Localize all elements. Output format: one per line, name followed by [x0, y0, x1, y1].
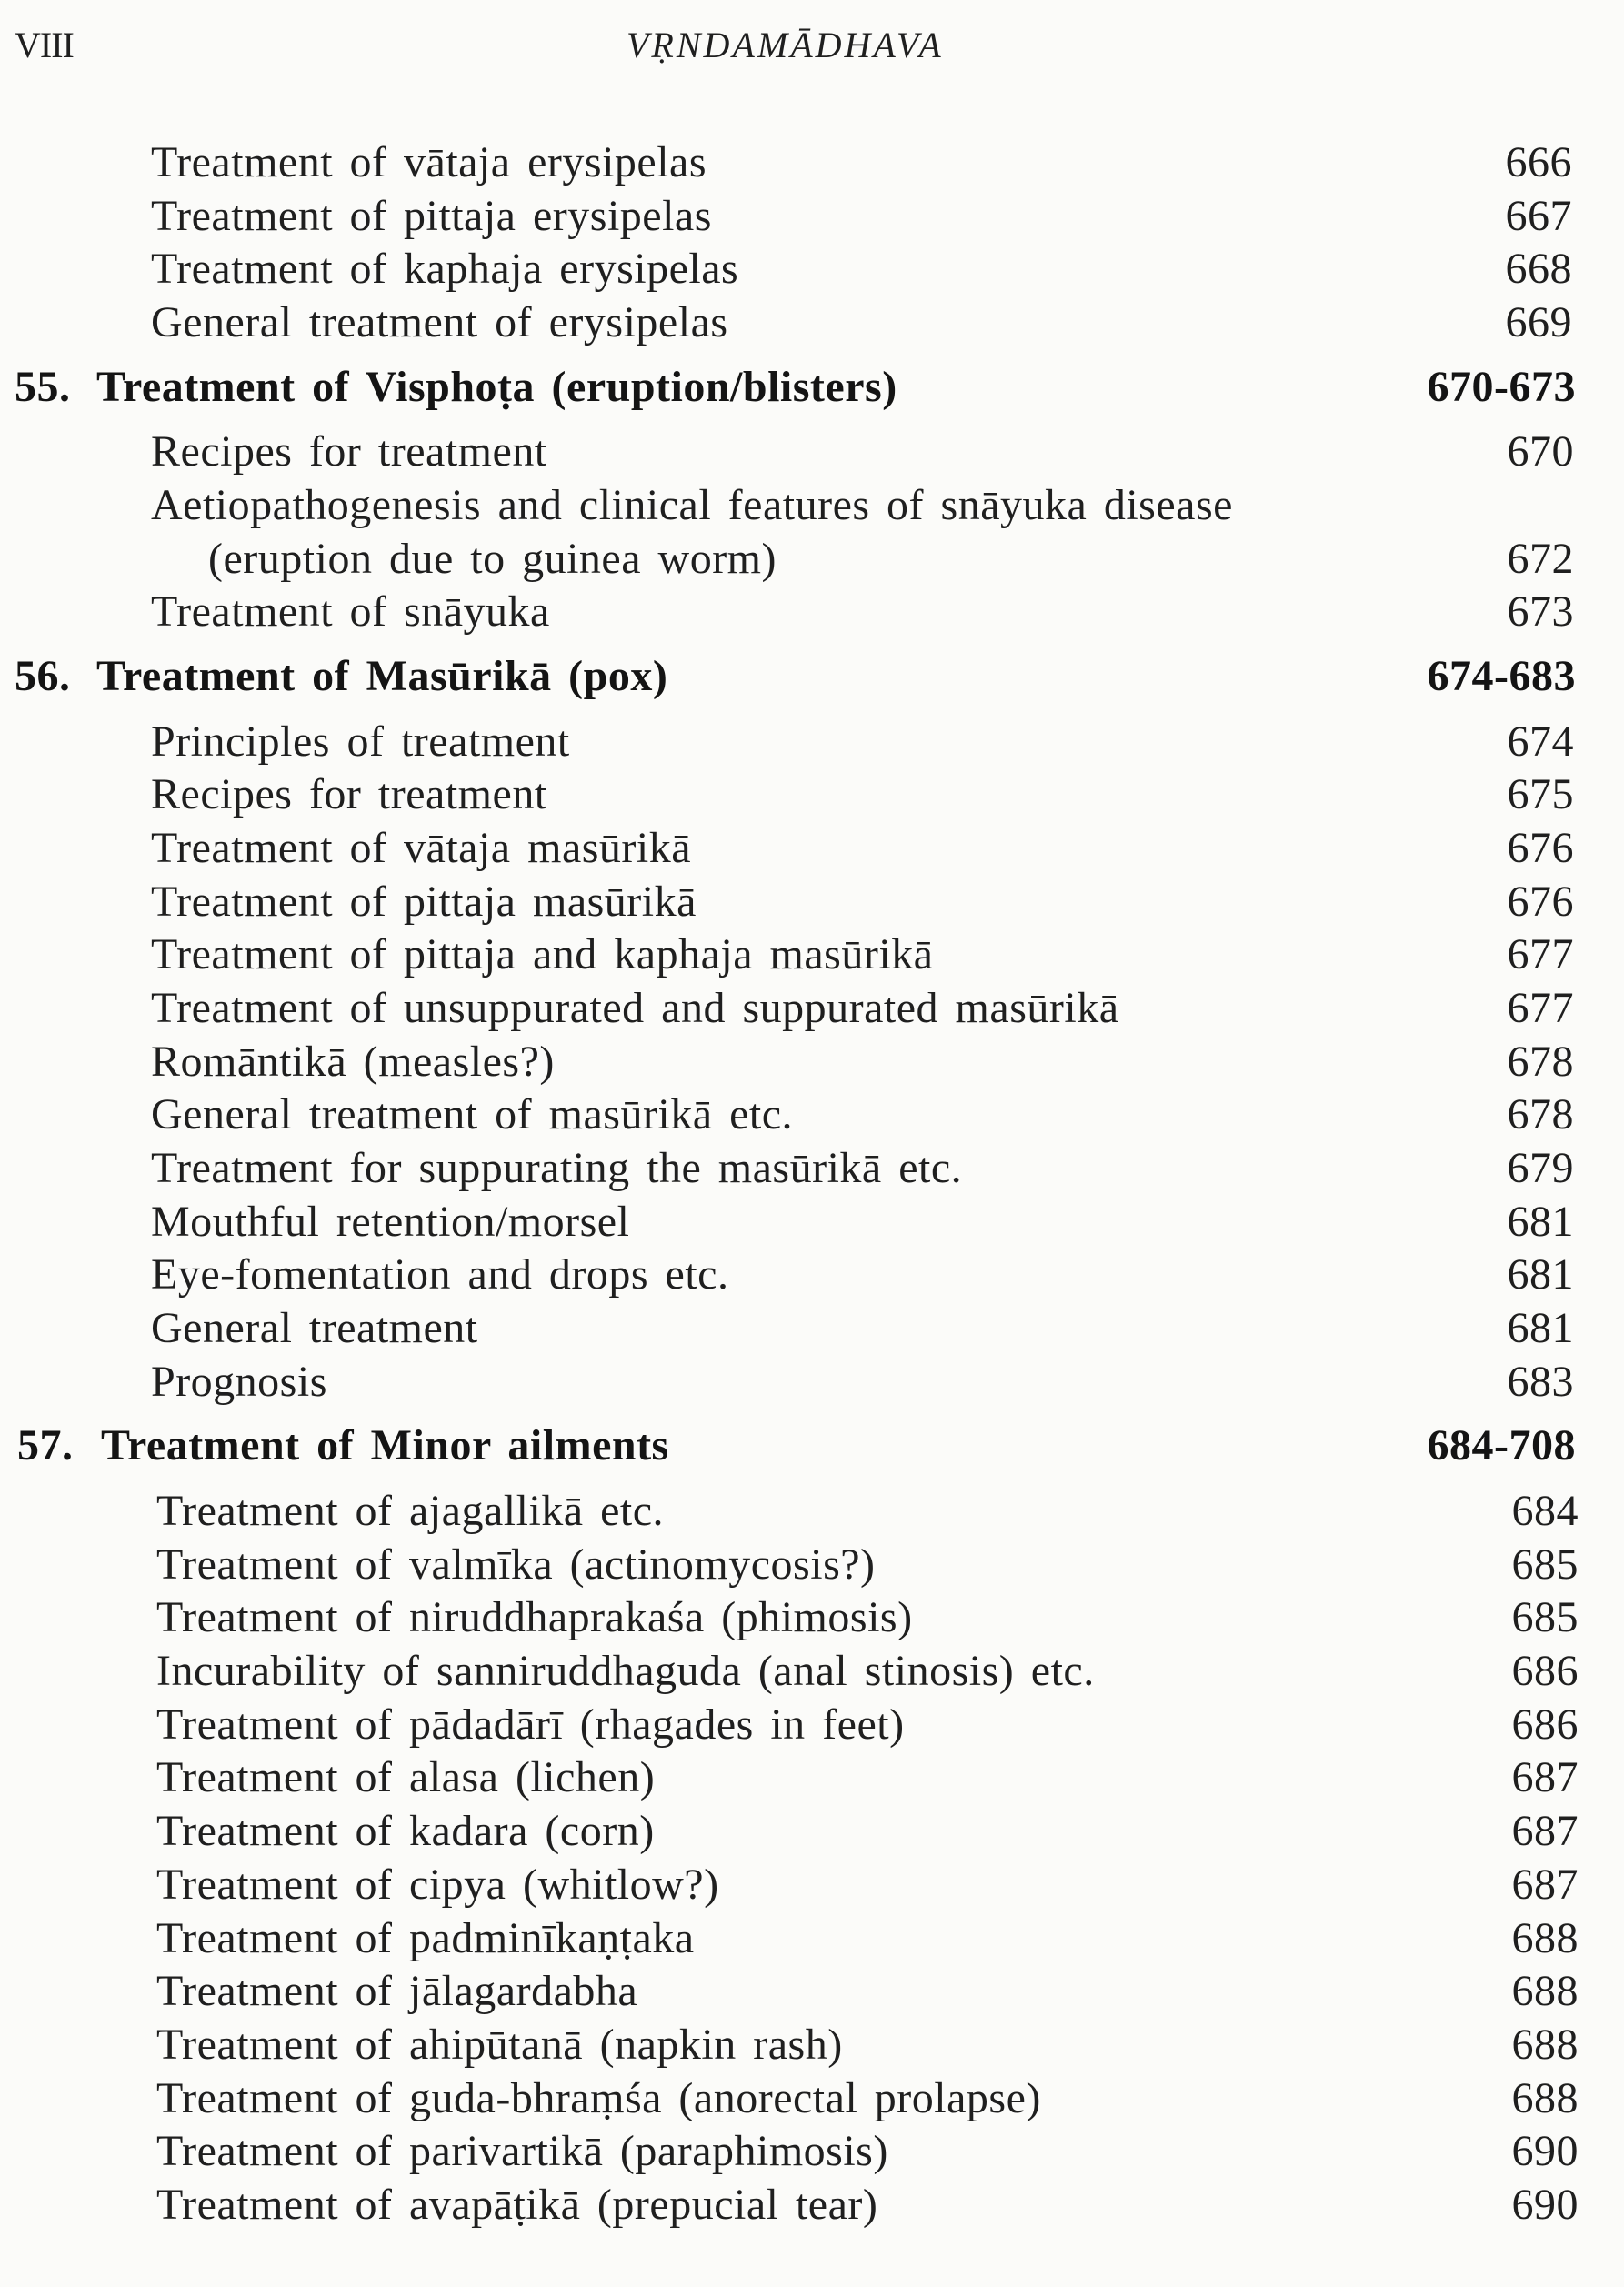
running-title: VṚNDAMĀDHAVA [627, 25, 944, 65]
toc-entry-title: Treatment of ahipūtanā (napkin rash) [156, 2020, 843, 2069]
toc-entry-title: Treatment of avapāṭikā (prepucial tear) [156, 2180, 878, 2229]
toc-entry [0, 2019, 1624, 2072]
toc-entry-page: 676 [1507, 877, 1574, 926]
toc-entry-page: 688 [1511, 2020, 1579, 2069]
toc-entry [0, 1699, 1624, 1752]
chapter-number: 56. [15, 652, 71, 701]
toc-entry [0, 1142, 1624, 1196]
toc-entry-page: 687 [1511, 1807, 1579, 1856]
toc-entry-title: Treatment of jālagardabha [156, 1967, 638, 2016]
toc-entry [0, 190, 1624, 244]
toc-entry-page: 675 [1507, 770, 1574, 819]
toc-entry-title: Treatment of padminīkaṇṭaka [156, 1913, 695, 1962]
toc-entry-page: 681 [1507, 1250, 1574, 1299]
page-folio: VIII [15, 25, 74, 65]
running-head [0, 18, 1624, 73]
toc-entry-title: Treatment of kadara (corn) [156, 1807, 655, 1856]
toc-entry-page: 688 [1511, 1967, 1579, 2016]
chapter-title: Treatment of Minor ailments [101, 1421, 669, 1470]
toc-entry [0, 479, 1624, 533]
toc-entry-title: Treatment of pādadārī (rhagades in feet) [156, 1700, 905, 1749]
chapter-page-range: 670-673 [1427, 362, 1576, 411]
toc-entry-title: Recipes for treatment [151, 427, 547, 476]
toc-entry-title: Treatment of parivartikā (paraphimosis) [156, 2127, 888, 2176]
toc-entry-page: 684 [1511, 1487, 1579, 1536]
toc-entry-title: Treatment of ajagallikā etc. [156, 1487, 665, 1536]
toc-entry-page: 676 [1507, 824, 1574, 873]
toc-entry-title: Treatment of vātaja erysipelas [151, 138, 707, 186]
toc-entry [0, 1805, 1624, 1859]
toc-entry-page: 668 [1505, 245, 1572, 294]
toc-entry [0, 1539, 1624, 1592]
toc-entry-page: 690 [1511, 2180, 1579, 2229]
toc-entry [0, 1965, 1624, 2019]
toc-entry [0, 822, 1624, 876]
toc-entry [0, 1088, 1624, 1142]
toc-entry [0, 1356, 1624, 1409]
toc-entry [0, 1196, 1624, 1249]
toc-entry-title: Treatment of cipya (whitlow?) [156, 1860, 719, 1909]
toc-entry-title: General treatment of masūrikā etc. [151, 1090, 794, 1139]
toc-entry-title: Mouthful retention/morsel [151, 1197, 630, 1246]
toc-entry-title: Treatment of guda-bhraṃśa (anorectal prolapse) [156, 2073, 1041, 2122]
chapter-number: 57. [17, 1421, 74, 1470]
toc-entry [0, 1302, 1624, 1356]
toc-entry-page: 672 [1507, 534, 1574, 583]
toc-entry-page: 677 [1507, 984, 1574, 1033]
toc-entry [0, 716, 1624, 769]
toc-continued-entries [0, 136, 1624, 350]
toc-entry-continuation [0, 533, 1624, 587]
toc-entry-page: 666 [1505, 138, 1572, 186]
toc-entry [0, 1249, 1624, 1302]
toc-entry [0, 1912, 1624, 1966]
toc-entry-page: 673 [1507, 587, 1574, 637]
toc-entry [0, 1751, 1624, 1805]
toc-entry-page: 678 [1507, 1037, 1574, 1086]
toc-entry [0, 1036, 1624, 1089]
toc-chapter-56 [0, 650, 1624, 1409]
toc-entry-page: 687 [1511, 1860, 1579, 1909]
toc-entry-page: 690 [1511, 2127, 1579, 2176]
chapter-page-range: 684-708 [1427, 1421, 1576, 1470]
toc-entry [0, 136, 1624, 190]
toc-chapter-heading [0, 1419, 1624, 1473]
chapter-title: Treatment of Masūrikā (pox) [96, 652, 668, 701]
toc-entry-title: Eye-fomentation and drops etc. [151, 1250, 729, 1299]
toc-entry [0, 768, 1624, 822]
toc-entry-page: 669 [1505, 298, 1572, 347]
toc-chapter-55 [0, 361, 1624, 639]
toc-entry-page: 686 [1511, 1647, 1579, 1696]
toc-entry-title: Treatment of unsuppurated and suppurated masūrikā [151, 984, 1119, 1033]
toc-entry-page: 679 [1507, 1144, 1574, 1193]
toc-entry-title-continued: (eruption due to guinea worm) [208, 534, 777, 583]
toc-entry-page: 685 [1511, 1593, 1579, 1642]
toc-entry-title: Treatment of snāyuka [151, 587, 550, 637]
toc-entry-title: Romāntikā (measles?) [151, 1037, 555, 1086]
toc-entry [0, 1645, 1624, 1699]
toc-chapter-heading [0, 650, 1624, 704]
toc-entry [0, 2125, 1624, 2179]
toc-entry [0, 1485, 1624, 1539]
toc-entry-page: 667 [1505, 191, 1572, 240]
toc-chapter-heading [0, 361, 1624, 415]
toc-entry-title: Treatment of vātaja masūrikā [151, 824, 692, 873]
toc-entry-title: Principles of treatment [151, 717, 570, 766]
toc-entry-title: General treatment [151, 1304, 478, 1353]
toc-entry-title: Aetiopathogenesis and clinical features of snāyuka disease [151, 481, 1233, 530]
toc-entry [0, 2072, 1624, 2126]
toc-entry-page: 681 [1507, 1304, 1574, 1353]
toc-entry-page: 670 [1507, 427, 1574, 476]
toc-entry-title: General treatment of erysipelas [151, 298, 728, 347]
chapter-number: 55. [15, 362, 71, 411]
toc-entry-page: 674 [1507, 717, 1574, 766]
toc-entry-title: Treatment of pittaja erysipelas [151, 191, 712, 240]
toc-entry-page: 678 [1507, 1090, 1574, 1139]
toc-entry [0, 2179, 1624, 2232]
toc-entry [0, 928, 1624, 982]
toc-entry-page: 685 [1511, 1540, 1579, 1589]
chapter-title: Treatment of Visphoṭa (eruption/blisters) [96, 362, 897, 411]
toc-entry [0, 243, 1624, 296]
toc-entry [0, 982, 1624, 1036]
toc-entry-page: 686 [1511, 1700, 1579, 1749]
toc-entry-title: Treatment for suppurating the masūrikā etc. [151, 1144, 963, 1193]
toc-chapter-57 [0, 1419, 1624, 2232]
toc-entry-title: Incurability of sanniruddhaguda (anal stinosis) etc. [156, 1647, 1095, 1696]
toc-entry-page: 683 [1507, 1357, 1574, 1406]
toc-entry-title: Treatment of kaphaja erysipelas [151, 245, 739, 294]
toc-entry-title: Recipes for treatment [151, 770, 547, 819]
toc-entry-title: Treatment of pittaja and kaphaja masūrikā [151, 930, 934, 979]
toc-entry [0, 296, 1624, 350]
toc-entry-title: Treatment of valmīka (actinomycosis?) [156, 1540, 876, 1589]
toc-entry-page: 688 [1511, 2073, 1579, 2122]
toc-entry [0, 1591, 1624, 1645]
toc-entry-page: 688 [1511, 1913, 1579, 1962]
chapter-page-range: 674-683 [1427, 652, 1576, 701]
toc-entry-page: 687 [1511, 1753, 1579, 1802]
toc-entry-title: Prognosis [151, 1357, 327, 1406]
toc-entry [0, 876, 1624, 929]
toc-entry-title: Treatment of alasa (lichen) [156, 1753, 656, 1802]
toc-entry [0, 586, 1624, 639]
toc-entry-page: 681 [1507, 1197, 1574, 1246]
toc-entry [0, 426, 1624, 479]
toc-entry-title: Treatment of pittaja masūrikā [151, 877, 697, 926]
toc-entry-title: Treatment of niruddhaprakaśa (phimosis) [156, 1593, 913, 1642]
toc-entry [0, 1859, 1624, 1912]
toc-entry-page: 677 [1507, 930, 1574, 979]
table-of-contents [0, 136, 1624, 2232]
